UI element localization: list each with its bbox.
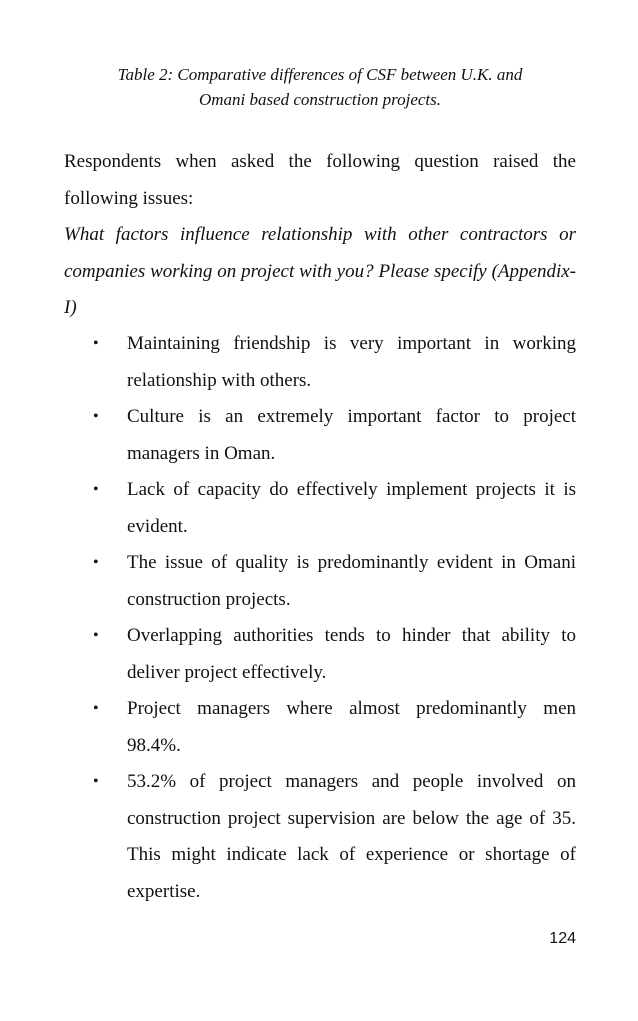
list-item: [64, 545, 576, 618]
bullet-icon: •: [93, 481, 99, 498]
intro-paragraph: [64, 144, 576, 327]
intro-text: Respondents when asked the following question raised the following issues:: [64, 151, 576, 209]
list-item: [64, 472, 576, 545]
list-item-text: The issue of quality is predominantly evident in Omani construction projects.: [127, 552, 576, 610]
list-item: [64, 326, 576, 399]
issues-list: [64, 326, 576, 910]
list-item: [64, 691, 576, 764]
bullet-icon: •: [93, 773, 99, 790]
bullet-icon: •: [93, 335, 99, 352]
bullet-icon: •: [93, 554, 99, 571]
list-item: [64, 618, 576, 691]
list-item-text: Lack of capacity do effectively implement projects it is evident.: [127, 479, 576, 537]
table-caption: [64, 62, 576, 112]
caption-line-2: Omani based construction projects.: [198, 90, 442, 109]
list-item-text: Maintaining friendship is very important in working relationship with others.: [127, 333, 576, 391]
list-item-text: 53.2% of project managers and people involved on construction project supervision are below the age of 35. This might indicate lack of experience or shortage of expertise.: [127, 771, 576, 902]
list-item-text: Project managers where almost predominantly men 98.4%.: [127, 698, 576, 756]
list-item: [64, 399, 576, 472]
bullet-icon: •: [93, 700, 99, 717]
bullet-icon: •: [93, 408, 99, 425]
bullet-icon: •: [93, 627, 99, 644]
caption-line-1: Table 2: Comparative differences of CSF between U.K. and: [117, 65, 523, 84]
page-number: 124: [549, 930, 576, 947]
list-item-text: Overlapping authorities tends to hinder that ability to deliver project effectively.: [127, 625, 576, 683]
list-item-text: Culture is an extremely important factor to project managers in Oman.: [127, 406, 576, 464]
list-item: [64, 764, 576, 910]
survey-question: What factors influence relationship with other contractors or companies working on project with you? Please specify (Appendix-I): [64, 224, 576, 318]
